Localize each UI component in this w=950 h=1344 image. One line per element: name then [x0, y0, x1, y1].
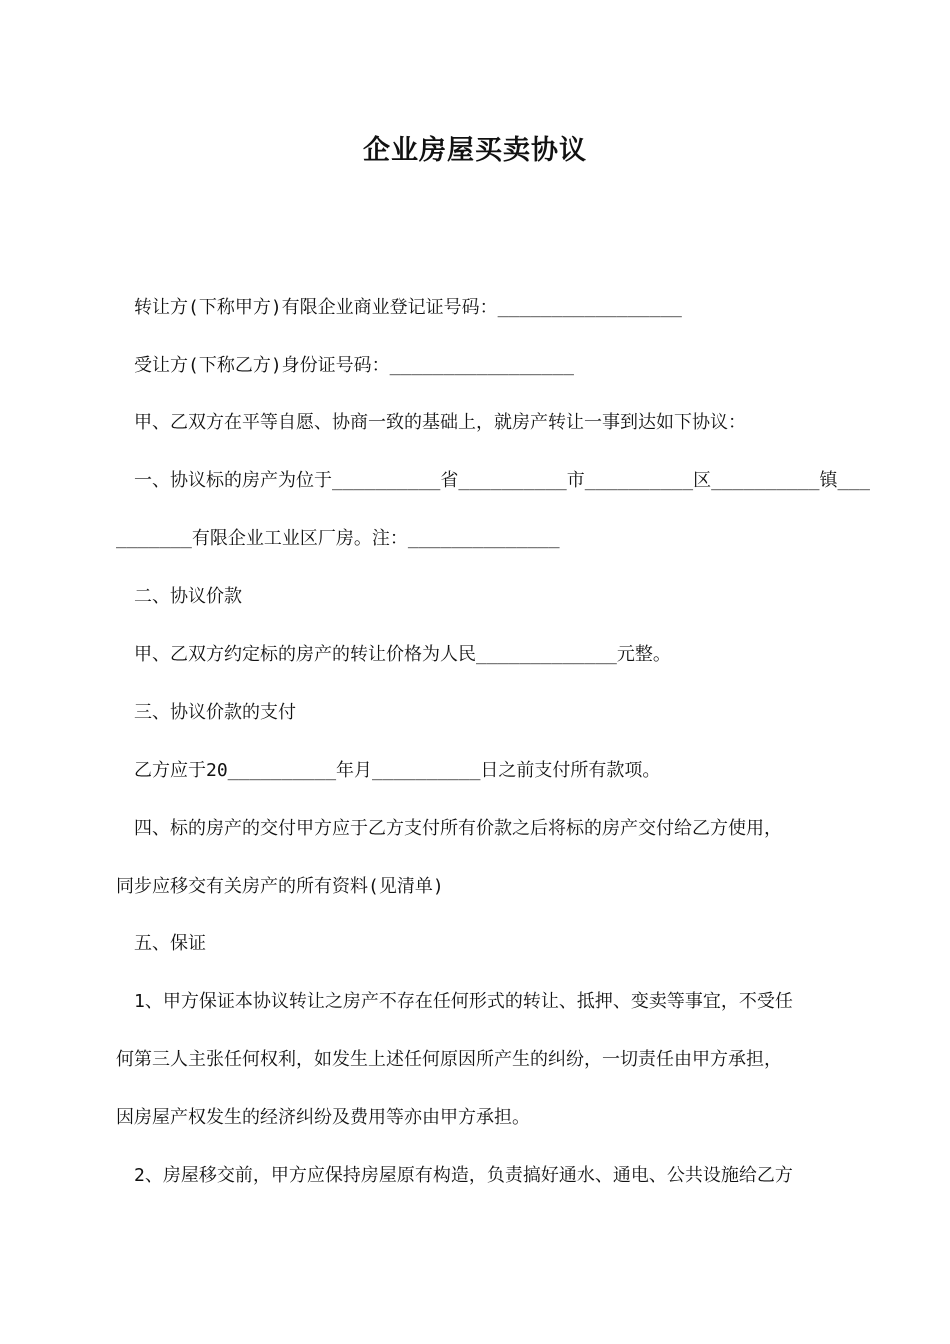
clause-2-price-line: 甲、乙双方约定标的房产的转让价格为人民_____________元整。 — [134, 644, 671, 665]
clause-2-heading: 二、协议价款 — [134, 586, 242, 607]
clause-4-line-1: 四、标的房产的交付甲方应于乙方支付所有价款之后将标的房产交付给乙方使用， — [134, 818, 782, 839]
preamble-line: 甲、乙双方在平等自愿、协商一致的基础上，就房产转让一事到达如下协议： — [134, 412, 746, 433]
clause-5-item-1-line-3: 因房屋产权发生的经济纠纷及费用等亦由甲方承担。 — [116, 1107, 530, 1128]
clause-3-payment-line: 乙方应于20__________年月__________日之前支付所有款项。 — [134, 760, 661, 781]
buyer-id-line: 受让方(下称乙方)身份证号码：_________________ — [134, 355, 574, 376]
clause-4-line-2: 同步应移交有关房产的所有资料(见清单) — [116, 876, 444, 897]
clause-3-heading: 三、协议价款的支付 — [134, 702, 296, 723]
clause-5-item-1-line-1: 1、甲方保证本协议转让之房产不存在任何形式的转让、抵押、变卖等事宜，不受任 — [134, 991, 793, 1012]
document-title: 企业房屋买卖协议 — [363, 135, 587, 166]
clause-5-item-1-line-2: 何第三人主张任何权利，如发生上述任何原因所产生的纠纷，一切责任由甲方承担， — [116, 1049, 782, 1070]
clause-5-item-2-line-1: 2、房屋移交前，甲方应保持房屋原有构造，负责搞好通水、通电、公共设施给乙方 — [134, 1165, 793, 1186]
clause-1-line-2: _______有限企业工业区厂房。注：______________ — [116, 528, 560, 549]
clause-5-heading: 五、保证 — [134, 933, 206, 954]
seller-registration-line: 转让方(下称甲方)有限企业商业登记证号码：_________________ — [134, 297, 682, 318]
clause-1-line-1: 一、协议标的房产为位于__________省__________市__________区__________镇___ — [134, 470, 870, 491]
